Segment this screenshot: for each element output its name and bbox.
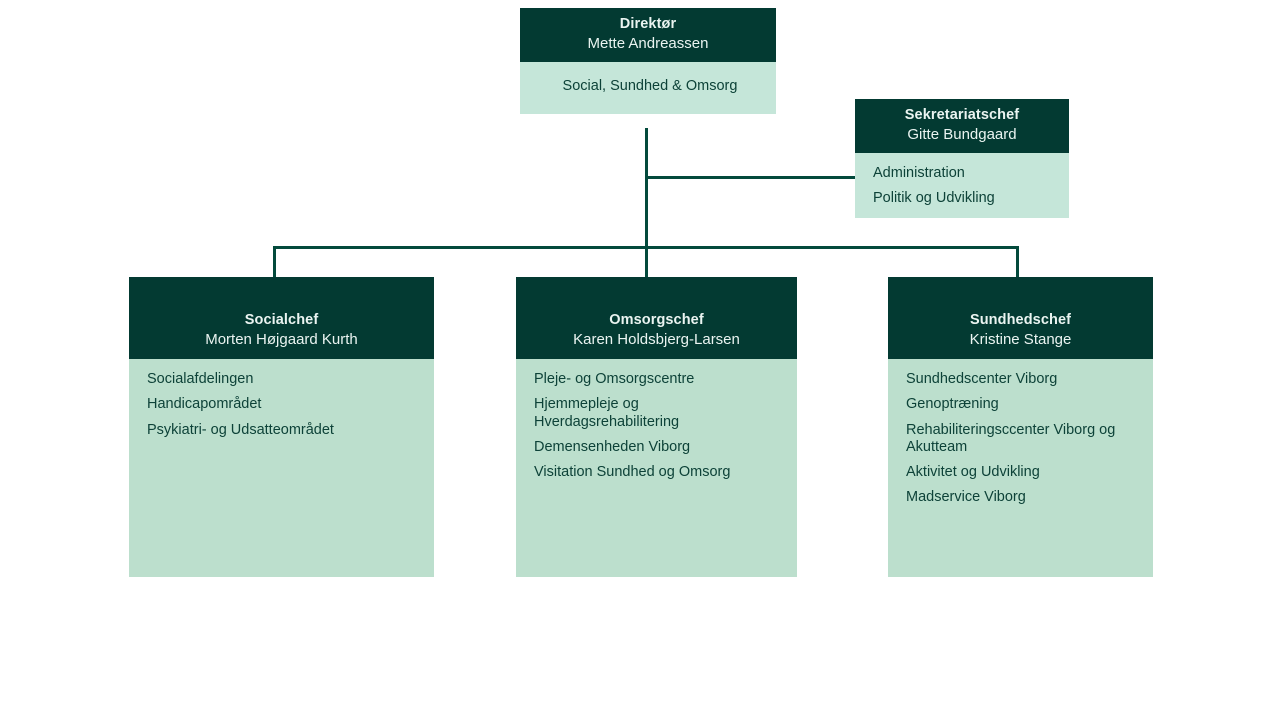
node-sekretariatschef-header [855,99,1069,153]
list-item: Sundhedscenter Viborg [906,371,1058,388]
list-item: Madservice Viborg [906,488,1026,505]
node-sekretariatschef-body [855,153,1069,217]
list-item: Rehabiliteringsccenter Viborg og Akutteam [906,421,1116,455]
list-item: Politik og Udvikling [873,190,995,207]
list-item: Pleje- og Omsorgscentre [534,371,695,388]
connector-trunk-vertical [645,128,648,283]
node-direktor-header [520,8,776,62]
node-direktor-unit: Social, Sundhed & Omsorg [562,78,738,95]
list-item: Hjemmepleje og Hverdagsrehabilitering [534,396,680,430]
node-omsorgschef-title: Omsorgschef [609,312,704,328]
node-sundhedschef[interactable] [888,277,1153,577]
node-omsorgschef-header [516,277,797,359]
node-direktor[interactable] [520,8,776,114]
node-omsorgschef[interactable] [516,277,797,577]
node-omsorgschef-person: Karen Holdsbjerg-Larsen [573,330,740,348]
node-sekretariatschef-title: Sekretariatschef [904,107,1020,123]
node-socialchef-header [129,277,434,359]
connector-to-sekretariatschef [645,176,857,179]
list-item: Demensenheden Viborg [534,438,691,455]
list-item: Handicapområdet [147,396,262,413]
node-sekretariatschef[interactable] [855,99,1069,218]
list-item: Socialafdelingen [147,371,254,388]
node-direktor-person: Mette Andreassen [587,34,709,52]
node-sundhedschef-header [888,277,1153,359]
node-direktor-title: Direktør [619,16,677,32]
list-item: Visitation Sundhed og Omsorg [534,463,731,480]
list-item: Genoptræning [906,396,999,413]
node-socialchef[interactable] [129,277,434,577]
node-omsorgschef-body [516,359,797,577]
list-item: Aktivitet og Udvikling [906,463,1040,480]
list-item: Administration [873,165,965,182]
node-sundhedschef-title: Sundhedschef [969,312,1072,328]
node-sundhedschef-person: Kristine Stange [969,330,1072,348]
connector-horizontal-bus [273,246,1019,249]
node-sekretariatschef-person: Gitte Bundgaard [907,125,1017,143]
node-socialchef-person: Morten Højgaard Kurth [205,330,358,348]
node-sundhedschef-body [888,359,1153,577]
node-socialchef-body [129,359,434,577]
node-direktor-body [520,62,776,114]
node-socialchef-title: Socialchef [244,312,319,328]
list-item: Psykiatri- og Udsatteområdet [147,421,334,438]
